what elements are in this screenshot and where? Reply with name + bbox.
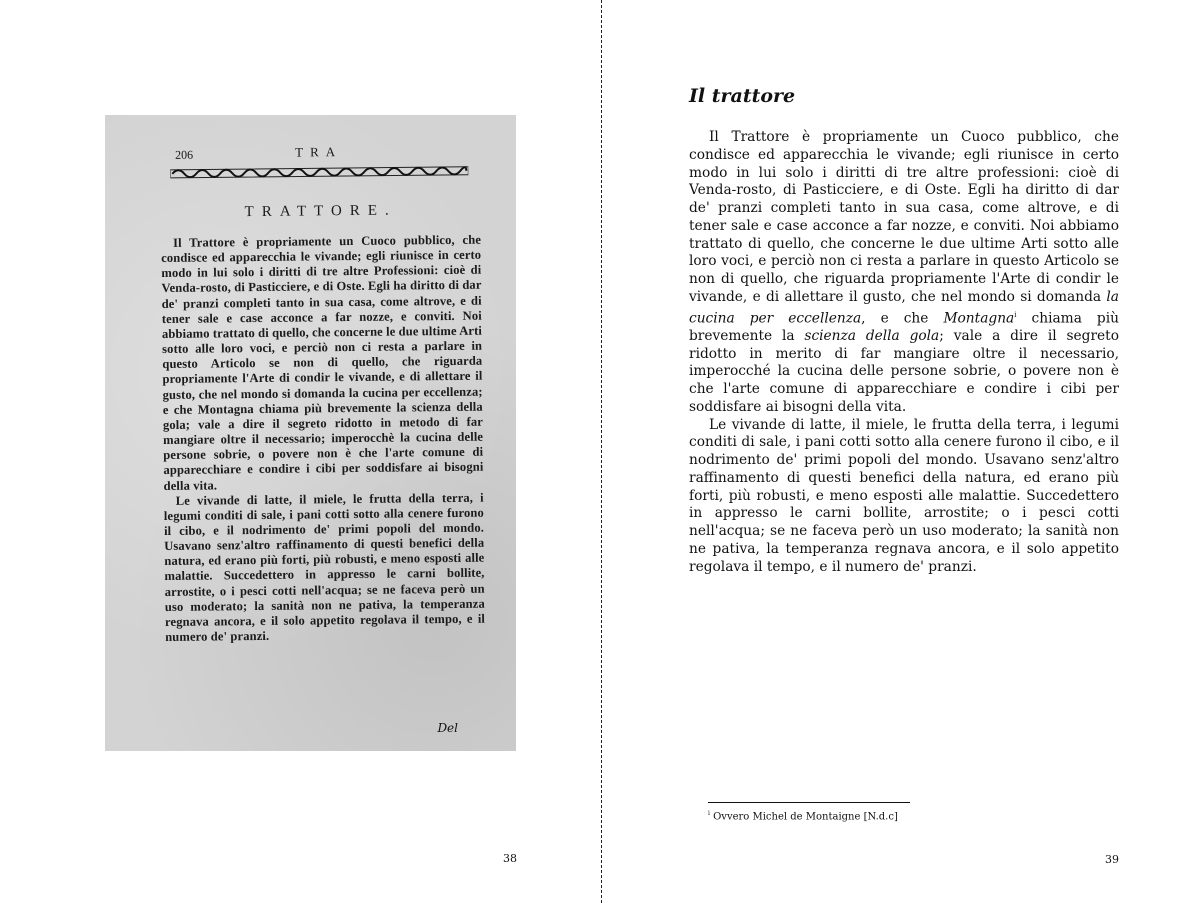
footnote-mark: i [708, 810, 710, 817]
scan-paragraph-1: Il Trattore è propriamente un Cuoco pubblico, che condisce ed apparecchia le vivande; egli riunisce in certo modo in lui solo i diritti di tre altre Professioni: cioè di Venda-rosto, di Pasticciere, e di Oste. Egli ha diritto di dar de' pranzi completi tanto in sua casa, come altrove, e di tener sale e case acconce a far nozze, e conviti. Noi abbiamo trattato di quello, che concerne le due ultime Arti sotto alle loro voci, e perciò non ci resta a parlare in questo Articolo se non di quello, che riguarda propriamente l'Arte di condir le vivande, e di allettare il gusto, che nel mondo si domanda la cucina per eccellenza; e che Montagna chiama più brevemente la scienza della gola; vale a dire il segreto ridotto in metodo di far mangiare oltre il necessario; imperocchè la cucina delle persone sobrie, o povere non è che l'arte comune di apparecchiare e condire i cibi per soddisfare ai bisogni della vita. [161, 232, 484, 493]
paragraph-1-text-a: Il Trattore è propriamente un Cuoco pubblico, che condisce ed apparecchia le vivande; egli riunisce in certo modo in lui solo i diritti di tre altre professioni: cioè di Venda-rosto, di Pasticciere, e di Oste. Egli ha diritto di dar de' pranzi completi tanto in sua casa, come altrove, e di tener sale e case acconce a far nozze, e conviti. Noi abbiamo trattato di quello, che concerne le due ultime Arti sotto alle loro voci, e perciò non ci resta a parlare in questo Articolo se non di quello, che riguarda propriamente l'Arte di condir le vivande, e di allettare il gusto, che nel mondo si domanda [689, 129, 1119, 305]
scan-paragraph-2: Le vivande di latte, il miele, le frutta della terra, i legumi conditi di sale, i pani cotti sotto alla cenere furono il cibo, e il nodrimento de' primi popoli del mondo. Usavano senz'altro raffinamento di questi benefici della natura, ed erano più forti, più robusti, e meno esposti alle malattie. Succedettero in appresso le carni bollite, arrostite, o i pesci cotti nell'acqua; se ne faceva però un uso moderato; la sanità non ne pativa, la temperanza regnava ancora, e il solo appetito regolava il tempo, e il numero de' pranzi. [163, 490, 486, 645]
paragraph-1 [689, 129, 1119, 417]
page-title: Il trattore [689, 85, 796, 107]
paragraph-2: Le vivande di latte, il miele, le frutta della terra, i legumi conditi di sale, i pani cotti sotto alla cenere furono il cibo, e il nodrimento de' primi popoli del mondo. Usavano senz'altro raffinamento di questi benefici della natura, ed erano più forti, più robusti, e meno esposti alle malattie. Succedettero in appresso le carni bollite, arrostite; o i pesci cotti nell'acqua; se ne faceva però un uso moderato; la sanità non ne pativa, la temperanza regnava ancora, e il solo appetito regolava il tempo, e il numero de' pranzi. [689, 416, 1119, 575]
body-text [689, 129, 1119, 576]
footnote-ref[interactable]: i [1014, 310, 1017, 319]
scan-body [161, 233, 485, 646]
paragraph-1-text-b: , e che [861, 310, 944, 327]
emphasis-montagna: Montagna [943, 310, 1015, 327]
scan-page-number: 206 [175, 147, 194, 162]
emphasis-scienza: scienza della gola [804, 327, 940, 344]
page-divider [601, 0, 602, 903]
scan-header [160, 142, 480, 165]
scanned-text-block [160, 142, 485, 646]
emphasis-cucina: la cucina per eccellenza [689, 288, 1119, 327]
scan-running-head: TRA [295, 144, 343, 160]
footnote-text: Ovvero Michel de Montaigne [N.d.c] [709, 811, 898, 823]
scanned-page-image [105, 115, 516, 751]
ornament-band-icon [170, 164, 468, 181]
scan-catchword: Del [437, 721, 458, 735]
footnote-rule [708, 802, 910, 803]
scan-title: TRATTORE. [244, 202, 397, 221]
paragraph-1-text-d: ; vale a dire il segreto ridotto in merito di far mangiare oltre il necessario, imperocché la cucina delle persone sobrie, o povere non è che l'arte comune di apparecchiare e condire i cibi per soddisfare ai bisogni della vita. [689, 327, 1119, 415]
footnote [708, 810, 898, 822]
page-number-left: 38 [503, 852, 517, 865]
page-number-right: 39 [1105, 853, 1119, 866]
paragraph-1-text-c: chiama più brevemente la [689, 310, 1119, 344]
